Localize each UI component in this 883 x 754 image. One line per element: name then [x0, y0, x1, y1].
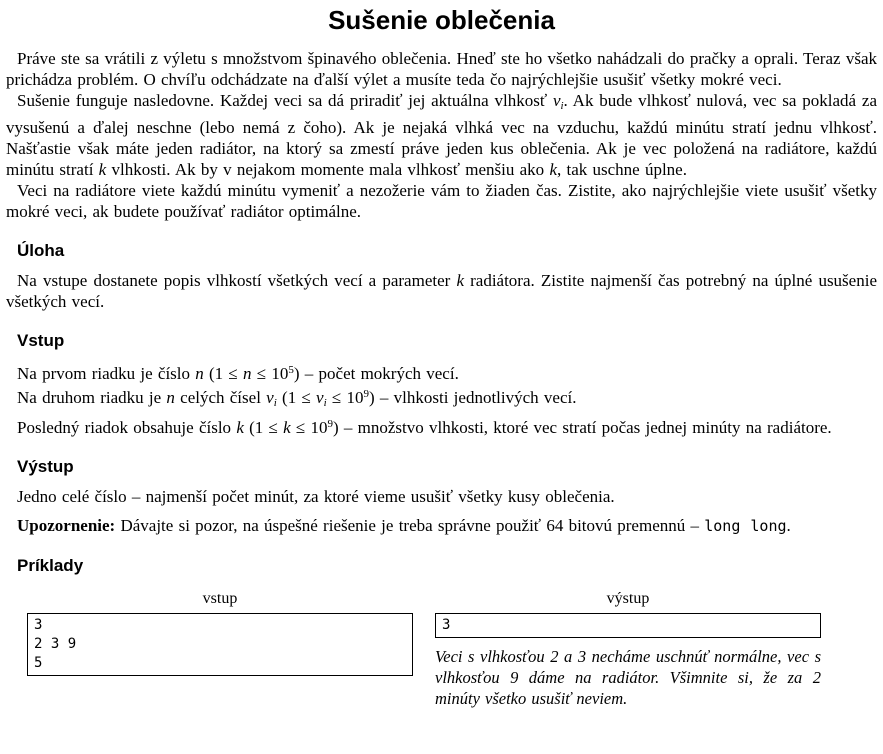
text-segment-math: n: [243, 364, 252, 383]
text-segment-plain: celých čísel: [174, 388, 267, 407]
text-segment-math: v: [552, 91, 561, 110]
section-heading-vystup: Výstup: [17, 457, 74, 476]
section-heading-uloha: Úloha: [17, 241, 65, 260]
intro-paragraph-3: [6, 180, 877, 222]
text-segment-plain: ) – vlhkosti jednotlivých vecí.: [368, 388, 577, 407]
text-segment-math: n: [166, 388, 175, 407]
vstup-line-2: [6, 384, 877, 414]
uloha-paragraph: [6, 270, 877, 312]
text-segment-math: k: [236, 418, 244, 437]
text-segment-plain: vlhkosti. Ak by v nejakom momente mala vlhkosť menšiu ako: [106, 160, 550, 179]
intro-paragraph-2: [6, 90, 877, 180]
example-output-column: [435, 590, 821, 709]
example-note: Veci s vlhkosťou 2 a 3 necháme uschnúť normálne, vec s vlhkosťou 9 dáme na radiátor. Všimnite si, že za 2 minúty všetko usušiť neviem.: [435, 647, 821, 708]
text-segment-plain: Na druhom riadku je: [17, 388, 167, 407]
text-segment-math: k: [283, 418, 291, 437]
text-segment-bold: Upozornenie:: [17, 516, 116, 535]
text-segment-plain: .: [786, 516, 791, 535]
text-segment-math: v: [266, 388, 274, 407]
text-segment-plain: Sušenie funguje nasledovne. Každej veci sa dá priradiť jej aktuálna vlhkosť: [17, 91, 553, 110]
code-line: 5: [34, 655, 43, 671]
text-segment-plain: Práve ste sa vrátili z výletu s množstvom špinavého oblečenia. Hneď ste ho všetko nahádzali do pračky a oprali. Teraz však prichádza problém. O chvíľu odchádzate na ďalší výlet a musíte teda čo najrýchlejšie usušiť všetky mokré veci.: [6, 49, 877, 89]
text-segment-plain: ≤ 10: [326, 388, 364, 407]
text-segment-plain: Posledný riadok obsahuje číslo: [17, 418, 237, 437]
example-input-label: vstup: [202, 590, 238, 607]
text-segment-plain: . Ak bude vlhkosť nulová, vec sa pokladá za vysušenú a ďalej neschne (lebo nemá z čoho). Ak je nejaká vlhká vec na vzduchu, každú minútu stratí jednu vlhkosť. Našťastie však máte jeden radiátor, na ktorý sa zmestí práve jeden kus oblečenia. Ak je vec položená na radiátore, každú minútu stratí: [6, 91, 877, 179]
text-segment-plain: (1 ≤: [203, 364, 244, 383]
text-segment-plain: ) – množstvo vlhkosti, ktoré vec stratí počas jednej minúty na radiátore.: [333, 418, 832, 437]
examples-area: [27, 590, 877, 709]
text-segment-math: k: [549, 160, 557, 179]
text-segment-sub: i: [560, 100, 564, 112]
text-segment-mono: long long: [704, 517, 787, 535]
example-input-box: [27, 613, 413, 676]
vstup-line-3: [6, 414, 877, 438]
text-segment-plain: Na prvom riadku je číslo: [17, 364, 196, 383]
text-segment-sub: i: [273, 397, 277, 409]
code-line: 2 3 9: [34, 636, 77, 652]
example-output-label: výstup: [606, 590, 650, 607]
text-segment-plain: , tak uschne úplne.: [556, 160, 687, 179]
text-segment-plain: (1 ≤: [276, 388, 317, 407]
text-segment-sup: 5: [288, 364, 294, 376]
text-segment-math: n: [195, 364, 204, 383]
code-line: 3: [442, 617, 451, 633]
text-segment-plain: Dávajte si pozor, na úspešné riešenie je treba správne použiť 64 bitovú premennú –: [115, 516, 705, 535]
code-line: 3: [34, 617, 43, 633]
section-heading-vstup: Vstup: [17, 331, 65, 350]
text-segment-math: v: [316, 388, 324, 407]
vystup-paragraph: [6, 486, 877, 507]
text-segment-plain: ) – počet mokrých vecí.: [293, 364, 459, 383]
text-segment-math: k: [98, 160, 107, 179]
text-segment-plain: Jedno celé číslo – najmenší počet minút, za ktoré vieme usušiť všetky kusy oblečenia.: [17, 487, 615, 506]
text-segment-plain: (1 ≤: [243, 418, 284, 437]
text-segment-math: k: [456, 271, 464, 290]
intro-paragraph-1: [6, 48, 877, 90]
warning-paragraph: [6, 515, 877, 537]
section-heading-priklady: Príklady: [17, 556, 84, 575]
problem-statement-page: [0, 5, 883, 709]
vstup-line-1: [6, 360, 877, 384]
text-segment-plain: ≤ 10: [251, 364, 289, 383]
text-segment-plain: ≤ 10: [290, 418, 328, 437]
text-segment-plain: radiátora. Zistite najmenší čas potrebný na úplné usušenie všetkých vecí.: [6, 271, 877, 311]
page-title: Sušenie oblečenia: [328, 5, 555, 35]
text-segment-sup: 9: [363, 388, 369, 400]
text-segment-sub: i: [323, 397, 327, 409]
example-output-box: [435, 613, 821, 638]
text-segment-plain: Na vstupe dostanete popis vlhkostí všetkých vecí a parameter: [17, 271, 457, 290]
text-segment-plain: Veci na radiátore viete každú minútu vymeniť a nezožerie vám to žiaden čas. Zistite, ako najrýchlejšie viete usušiť všetky mokré veci, ak budete používať radiátor optimálne.: [6, 181, 877, 221]
example-input-column: [27, 590, 413, 709]
text-segment-sup: 9: [327, 418, 333, 430]
